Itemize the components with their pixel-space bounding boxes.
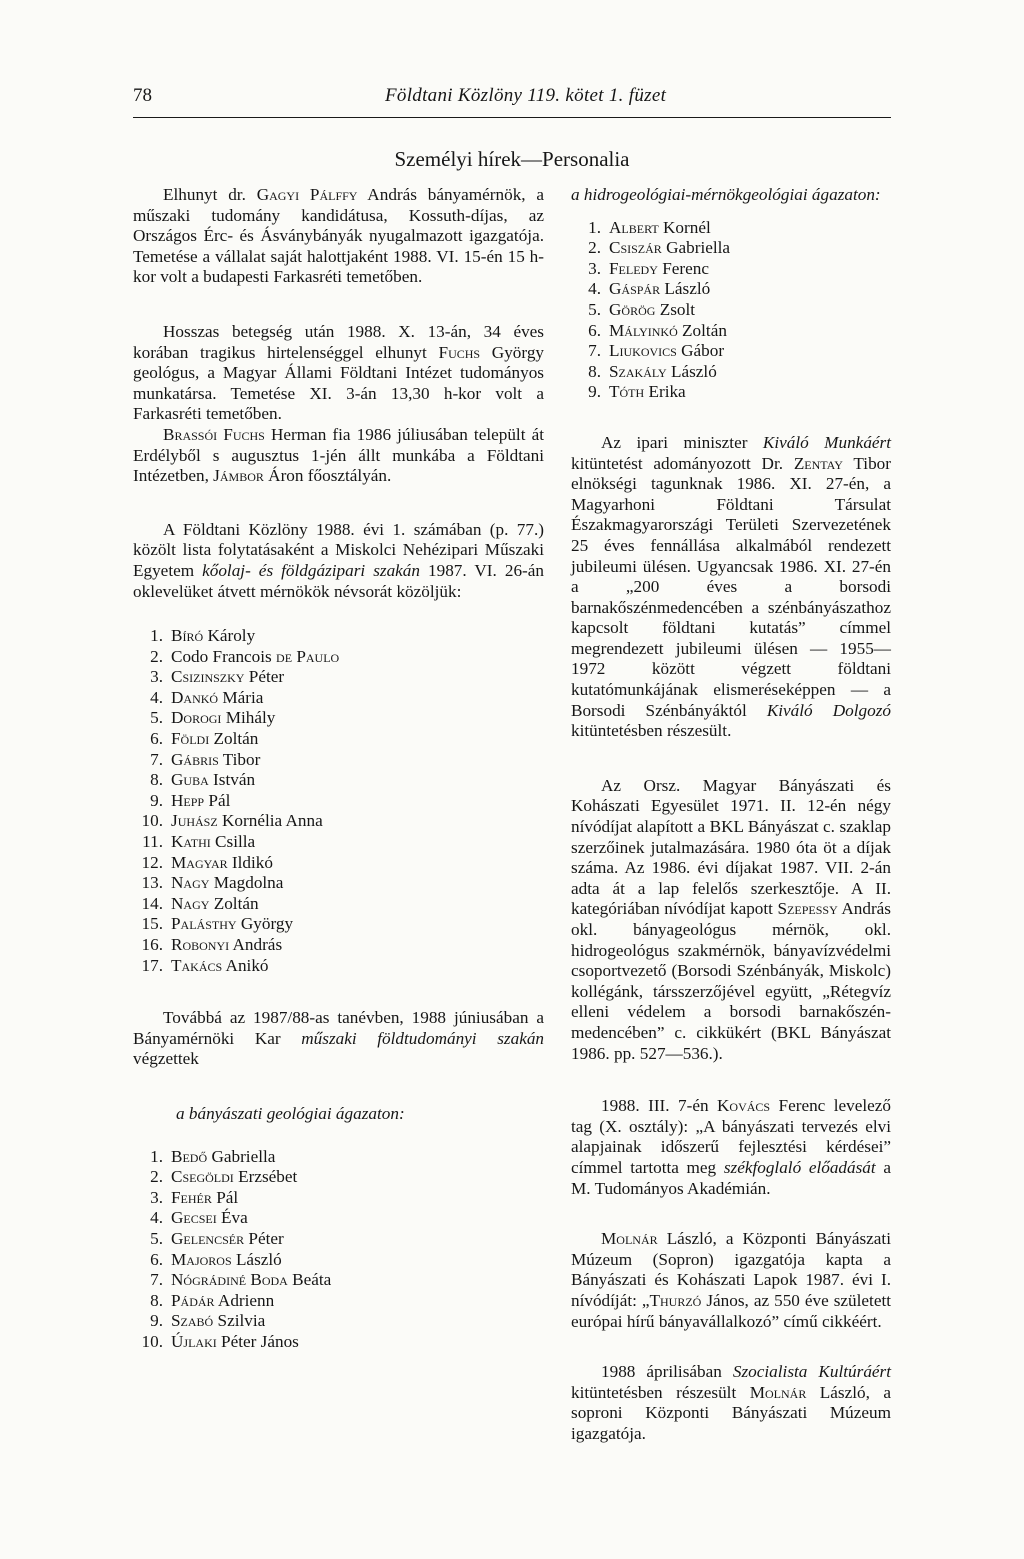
list-item: 3. Feledy Ferenc xyxy=(588,258,709,278)
list-item: 4. Gecsei Éva xyxy=(150,1208,248,1228)
list-item: 3. Fehér Pál xyxy=(150,1187,239,1207)
list-item: 10. Újlaki Péter János xyxy=(141,1331,299,1351)
list-item: 16. Robonyi András xyxy=(141,935,283,954)
award-szepessy: Az Orsz. Magyar Bányászati és Kohászati Egyesület 1971. II. 12-én négy nívódíjat alapított a BKL Bányászat c. szaklap szerzőinek jutalmazására. 1980 óta öt a díjak száma. Az 1986. évi díjakat 1987. VII. 2-án adta át a lap felelős szerkesztője. A II. kategóriában nívódíjat kapott Szepessy András okl. bányageológus mérnök, okl. hidrogeológus szakmérnök, bányavízvédelmi csoportvezető (Borsodi Szénbányák, Miskolc) kollégánk, társszerzőjével együtt, „Rétegvíz elleni védelem a borsodi barnakőszén-medencében” c. cikkükért (BKL Bányászat 1986. pp. 527—536.). xyxy=(571,775,891,1063)
obituary-gagyi-palffy: Elhunyt dr. Gagyi Pálffy András bányamérnök, a műszaki tudomány kandidátusa, Kossuth-díjas, az Országos Érc- és Ásványbányák nyugalmazott igazgatója. Temetése a vállalat saját halottjaként 1988. VI. 15-én 15 h-kor volt a budapesti Farkasréti temetőben. xyxy=(133,185,545,287)
graduates-list-petroleum xyxy=(133,626,544,976)
list-item: 4. Gáspár László xyxy=(588,279,711,299)
list-item: 12. Magyar Ildikó xyxy=(141,852,273,872)
list-item: 3. Csizinszky Péter xyxy=(150,667,285,687)
list-item: 13. Nagy Magdolna xyxy=(141,873,284,893)
list-item: 8. Szakály László xyxy=(588,361,717,381)
award-molnar-2: 1988 áprilisában Szocialista Kultúráért kitüntetésben részesült Molnár László, a soproni Központi Bányászati Múzeum igazgatója. xyxy=(571,1362,892,1443)
list-item: 1. Albert Kornél xyxy=(588,217,711,237)
list-item: 17. Takács Anikó xyxy=(141,955,269,975)
list-item: 1. Bíró Károly xyxy=(150,626,256,646)
list-item: 5. Gelencsér Péter xyxy=(150,1228,284,1248)
list-item: 7. Gábris Tibor xyxy=(150,749,261,769)
list-item: 2. Codo Francois de Paulo xyxy=(150,646,340,666)
list-item: 5. Görög Zsolt xyxy=(588,299,696,319)
list-item: 4. Dankó Mária xyxy=(150,687,264,707)
list-item: 9. Hepp Pál xyxy=(150,790,231,810)
section-title: Személyi hírek—Personalia xyxy=(394,147,630,171)
right-column xyxy=(571,185,891,1444)
list-item: 1. Bedő Gabriella xyxy=(150,1146,276,1166)
list-item: 6. Földi Zoltán xyxy=(150,729,259,749)
list-item: 9. Tóth Erika xyxy=(588,382,686,402)
inaugural-kovacs: 1988. III. 7-én Kovács Ferenc levelező tag (X. osztály): „A bányászati tervezés elvi alapjainak időszerű fejlesztési kérdései” címmel tartotta meg székfoglaló előadását a M. Tudományos Akadémián. xyxy=(571,1096,892,1198)
list-item: 2. Csiszár Gabriella xyxy=(588,238,731,258)
list-item: 11. Kathi Csilla xyxy=(142,832,256,852)
list-item: 14. Nagy Zoltán xyxy=(141,893,259,913)
list-item: 8. Pádár Adrienn xyxy=(150,1290,275,1310)
list-item: 9. Szabó Szilvia xyxy=(150,1311,266,1331)
obituary-fuchs-father: Brassói Fuchs Herman fia 1986 júliusában települt át Erdélyből s augusztus 1-jén állt munkába a Földtani Intézetben, Jámbor Áron főosztályán. xyxy=(133,424,544,486)
page-number: 78 xyxy=(133,85,152,106)
list-item: 15. Palásthy György xyxy=(141,914,294,934)
list-item: 5. Dorogi Mihály xyxy=(150,708,276,728)
subheading-mining-geology: a bányászati geológiai ágazaton: xyxy=(176,1103,405,1123)
left-column xyxy=(133,185,544,1353)
list-item: 7. Liukovics Gábor xyxy=(588,341,725,361)
list-item: 7. Nógrádiné Boda Beáta xyxy=(150,1270,332,1290)
list-item: 6. Mályinkó Zoltán xyxy=(588,320,727,340)
running-title: Földtani Közlöny 119. kötet 1. füzet xyxy=(385,85,667,106)
list-item: 2. Csegöldi Erzsébet xyxy=(150,1167,298,1187)
obituary-fuchs: Hosszas betegség után 1988. X. 13-án, 34 éves korában tragikus hirtelenséggel elhunyt Fuchs György geológus, a Magyar Állami Földtani Intézet tudományos munkatársa. Temetése XI. 3-án 13,30 h-kor volt a Farkasréti temetőben. xyxy=(133,321,545,424)
award-molnar-1: Molnár László, a Központi Bányászati Múzeum (Sopron) igazgatója kapta a Bányászati és Kohászati Lapok 1987. évi I. nívódíját: „Thurzó János, az 550 éve született európai hírű bányavállalkozó” című cikkéért. xyxy=(571,1229,891,1331)
list-item: 10. Juhász Kornélia Anna xyxy=(141,811,323,831)
award-zentay: Az ipari miniszter Kiváló Munkáért kitüntetést adományozott Dr. Zentay Tibor elnökségi tagunknak 1986. XI. 27-én, a Magyarhoni Földtani Társulat Északmagyarországi Területi Szervezetének 25 éves fennállása alkalmából rendezett jubileumi ülésen. Ugyancsak 1986. XI. 27-én a „200 éves a borsodi barnakőszénmedencében a szénbányászathoz kapcsolt földtani kutatás” címmel megrendezett jubileumi ülésen — 1955—1972 között végzett földtani kutatómunkájának elismeréseképpen — a Borsodi Szénbányáktól Kiváló Dolgozó kitüntetésben részesült. xyxy=(571,432,892,741)
graduates-continuation: Továbbá az 1987/88-as tanévben, 1988 júniusában a Bányamérnöki Kar műszaki földtudományi szakán végzettek xyxy=(133,1008,545,1069)
list-item: 8. Guba István xyxy=(150,770,256,790)
list-item: 6. Majoros László xyxy=(150,1249,282,1269)
graduates-list-mining-geology xyxy=(133,1147,544,1353)
graduates-intro: A Földtani Közlöny 1988. évi 1. számában (p. 77.) közölt lista folytatásaként a Miskolci Nehézipari Műszaki Egyetem kőolaj- és földgázipari szakán 1987. VI. 26-án oklevelüket átvett mérnökök névsorát közöljük: xyxy=(133,519,544,601)
header-rule xyxy=(133,117,891,118)
graduates-list-hydrogeology xyxy=(571,218,891,403)
subheading-hydrogeology: a hidrogeológiai-mérnökgeológiai ágazaton: xyxy=(571,185,881,204)
